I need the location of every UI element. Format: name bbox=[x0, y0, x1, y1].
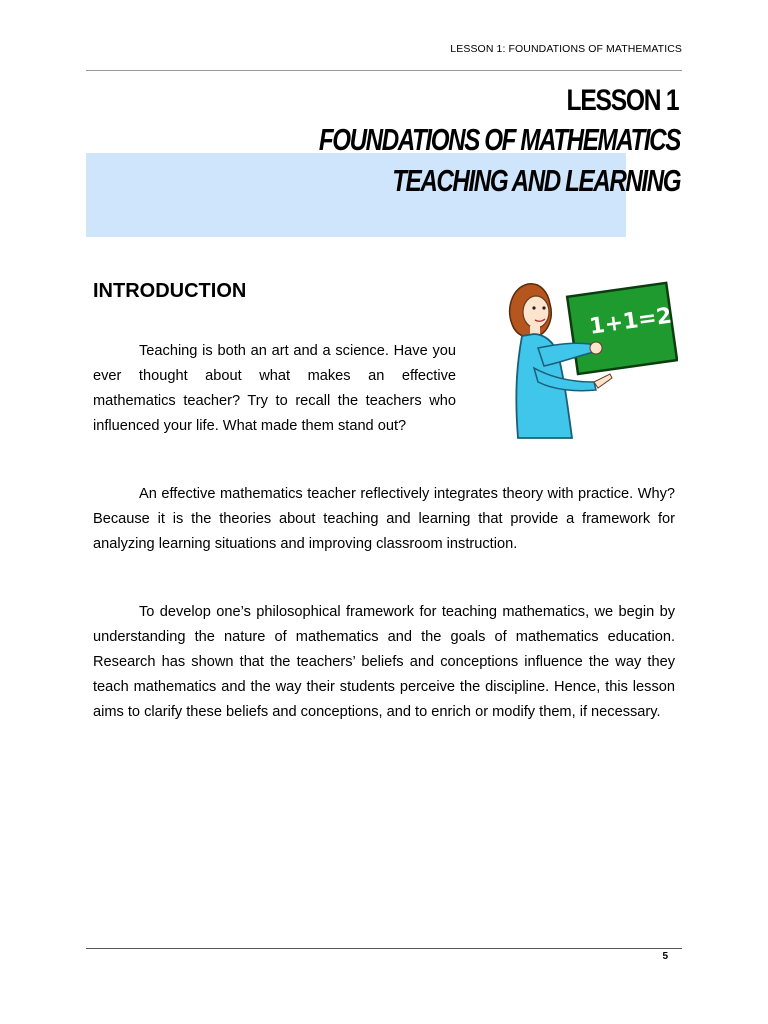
footer-rule bbox=[86, 948, 682, 949]
paragraph-3: To develop one’s philosophical framework for teaching mathematics, we begin by understanding the nature of mathematics and the goals of mathematics education. Research has shown that the teachers’ beliefs and conceptions influence the way they teach mathematics and the way their students perceive the discipline. Hence, this lesson aims to clarify these beliefs and conceptions, and to enrich or modify them, if necessary. bbox=[93, 604, 675, 720]
running-header: LESSON 1: FOUNDATIONS OF MATHEMATICS bbox=[450, 43, 682, 55]
page-number: 5 bbox=[662, 951, 668, 962]
paragraph-2: An effective mathematics teacher reflectively integrates theory with practice. Why? Because it is the theories about teaching and learning that provide a framework for analyzing learning situations and improving classroom instruction. bbox=[93, 486, 675, 552]
section-heading: INTRODUCTION bbox=[93, 280, 247, 302]
board-text: 1+1=2 bbox=[587, 303, 674, 340]
paragraph-1: Teaching is both an art and a science. Have you ever thought about what makes an effective mathematics teacher? Try to recall the teachers who influenced your life. What made them stand out? bbox=[93, 343, 456, 434]
lesson-number: LESSON 1 bbox=[566, 84, 678, 117]
header-rule bbox=[86, 70, 682, 71]
lesson-title-line1: FOUNDATIONS OF MATHEMATICS bbox=[318, 122, 680, 157]
lesson-title-line2: TEACHING AND LEARNING bbox=[392, 163, 680, 198]
teacher-at-chalkboard-icon bbox=[498, 278, 678, 442]
